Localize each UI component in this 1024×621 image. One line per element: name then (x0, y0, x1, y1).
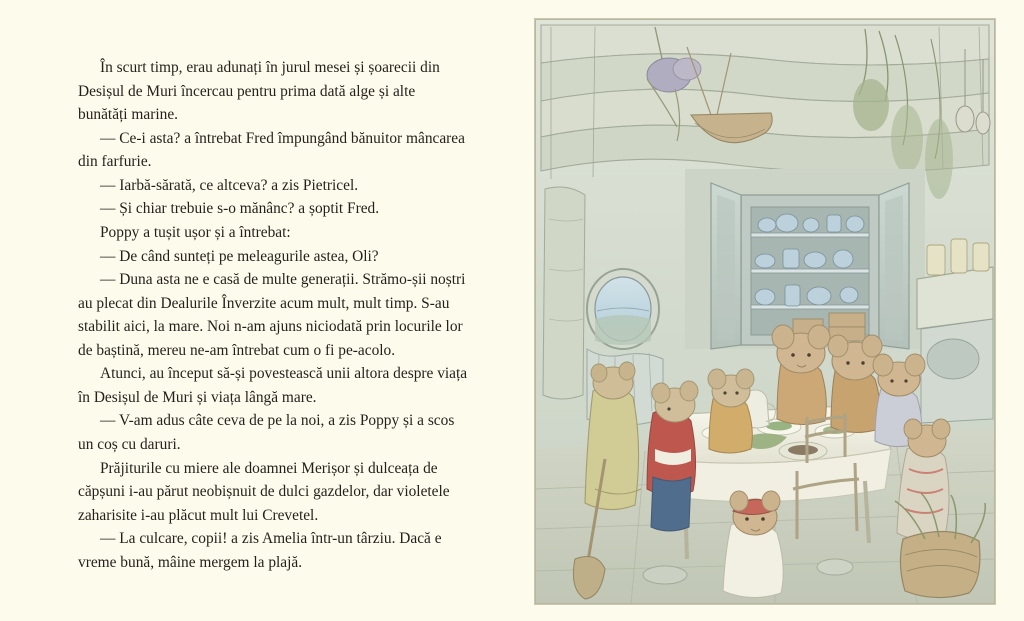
page-text-column (78, 56, 468, 574)
paragraph: — Ce-i asta? a întrebat Fred împungând bănuitor mâncarea din farfurie. (78, 129, 465, 171)
paragraph: — Duna asta ne e casă de multe generații. Strămo-șii noștri au plecat din Dealurile Înverzite acum mult, mult timp. S-au stabilit aici, la mare. Noi n-am ajuns niciodată prin locurile lor de baștină, mereu ne-am întrebat cum o fi pe-acolo. (78, 271, 466, 359)
paragraph: Poppy a tușit ușor și a întrebat: (100, 223, 291, 241)
illustration-frame (534, 18, 996, 605)
paragraph: Prăjiturile cu miere ale doamnei Merișor și dulceața de căpșuni i-au părut neobișnuit de dulci gazdelor, dar violetele zaharisite i-au plăcut mult lui Crevetel. (78, 459, 450, 524)
paragraph: — De când sunteți pe meleagurile astea, Oli? (100, 247, 379, 265)
paragraph: — Și chiar trebuie s-o mănânc? a șoptit Fred. (100, 200, 380, 218)
paragraph: — V-am adus câte ceva de pe la noi, a zis Poppy și a scos un coș cu daruri. (78, 412, 455, 453)
illustration-mouse-family-dinner (535, 19, 995, 604)
paragraph: — Iarbă-sărată, ce altceva? a zis Pietricel. (100, 176, 359, 194)
paragraph: Atunci, au început să-și povestească unii altora despre viața în Desișul de Muri și viața lângă mare. (78, 365, 468, 406)
paragraph: În scurt timp, erau adunați în jurul mesei și șoarecii din Desișul de Muri încercau pentru prima dată alge și alte bunătăți marine. (78, 59, 440, 124)
paragraph: — La culcare, copii! a zis Amelia într-un târziu. Dacă e vreme bună, mâine mergem la plajă. (78, 530, 442, 571)
